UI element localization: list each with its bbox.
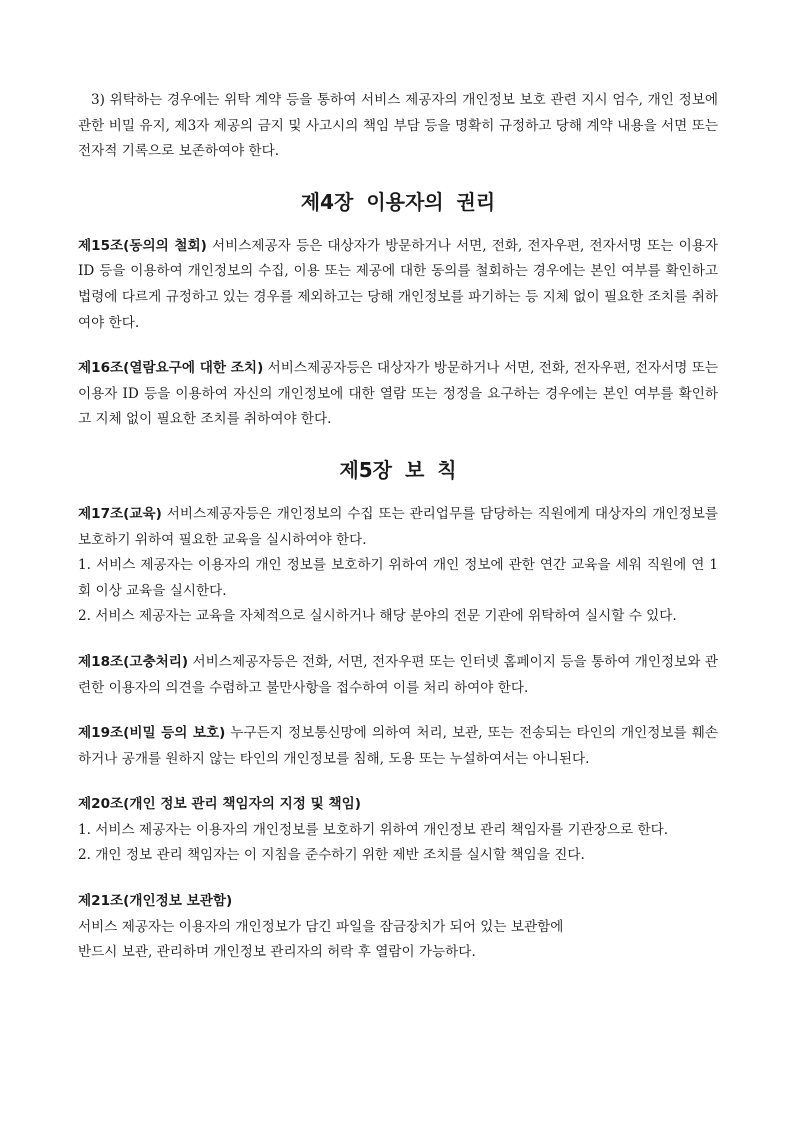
- article-21-title-line: [78, 889, 718, 915]
- article-20-title-line: [78, 792, 718, 818]
- article-16-body: 서비스제공자등은 대상자가 방문하거나 서면, 전화, 전자우편, 전자서명 또는 이용자 ID 등을 이용하여 자신의 개인정보에 대한 열람 또는 정정을 요구하는 경우에는 본인 여부를 확인하고 지체 없이 필요한 조치를 취하여야 한다.: [78, 360, 718, 428]
- article-17-title: 제17조(교육): [78, 505, 162, 522]
- article-17: [78, 502, 718, 553]
- article-15-title: 제15조(동의의 철회): [78, 237, 207, 254]
- article-19-title: 제19조(비밀 등의 보호): [78, 725, 226, 742]
- article-19: [78, 721, 718, 772]
- article-15-body: 서비스제공자 등은 대상자가 방문하거나 서면, 전화, 전자우편, 전자서명 또는 이용자 ID 등을 이용하여 개인정보의 수집, 이용 또는 제공에 대한 동의를 철회하는 경우에는 본인 여부를 확인하고 법령에 다르게 규정하고 있는 경우를 제외하고는 당해 개인정보를 파기하는 등 지체 없이 필요한 조치를 취하여야 한다.: [78, 237, 718, 331]
- article-21-title: 제21조(개인정보 보관함): [78, 893, 233, 910]
- article-21-line-2: 반드시 보관, 관리하며 개인정보 관리자의 허락 후 열람이 가능하다.: [78, 944, 476, 961]
- article-18-title: 제18조(고충처리): [78, 653, 189, 670]
- article-16: [78, 356, 718, 433]
- article-17-item-2: 2. 서비스 제공자는 교육을 자체적으로 실시하거나 해당 분야의 전문 기관에 위탁하여 실시할 수 있다.: [78, 608, 677, 625]
- article-16-title: 제16조(열람요구에 대한 조치): [78, 360, 264, 377]
- article-18-body: 서비스제공자등은 전화, 서면, 전자우편 또는 인터넷 홈페이지 등을 통하여 개인정보와 관련한 이용자의 의견을 수렴하고 불만사항을 접수하여 이를 처리 하여야 한다.: [78, 653, 718, 696]
- article-19-body: 누구든지 정보통신망에 의하여 처리, 보관, 또는 전송되는 타인의 개인정보를 훼손하거나 공개를 원하지 않는 타인의 개인정보를 침해, 도용 또는 누설하여서는 아니된다.: [78, 725, 718, 767]
- article-20-title: 제20조(개인 정보 관리 책임자의 지정 및 책임): [78, 796, 361, 813]
- intro-paragraph: 3) 위탁하는 경우에는 위탁 계약 등을 통하여 서비스 제공자의 개인정보 보호 관련 지시 엄수, 개인 정보에 관한 비밀 유지, 제3자 제공의 금지 및 사고시의 책임 부담 등을 명확히 규정하고 당해 계약 내용을 서면 또는 전자적 기록으로 보존하여야 한다.: [78, 92, 718, 160]
- article-18: [78, 650, 718, 701]
- chapter-5-heading: 제5장 보 칙: [339, 457, 457, 482]
- article-21-line-1: 서비스 제공자는 이용자의 개인정보가 담긴 파일을 잠금장치가 되어 있는 보관함에: [78, 918, 564, 935]
- document-page: [78, 88, 718, 966]
- article-17-item-1: 1. 서비스 제공자는 이용자의 개인 정보를 보호하기 위하여 개인 정보에 관한 연간 교육을 세워 직원에 연 1회 이상 교육을 실시한다.: [78, 557, 718, 599]
- article-20-item-1: 1. 서비스 제공자는 이용자의 개인정보를 보호하기 위하여 개인정보 관리 책임자를 기관장으로 한다.: [78, 821, 669, 838]
- article-15: [78, 234, 718, 336]
- article-20-item-2: 2. 개인 정보 관리 책임자는 이 지침을 준수하기 위한 제반 조치를 실시할 책임을 진다.: [78, 847, 585, 864]
- chapter-4-heading: 제4장 이용자의 권리: [300, 189, 496, 214]
- article-17-body: 서비스제공자등은 개인정보의 수집 또는 관리업무를 담당하는 직원에게 대상자의 개인정보를 보호하기 위하여 필요한 교육을 실시하여야 한다.: [78, 505, 718, 548]
